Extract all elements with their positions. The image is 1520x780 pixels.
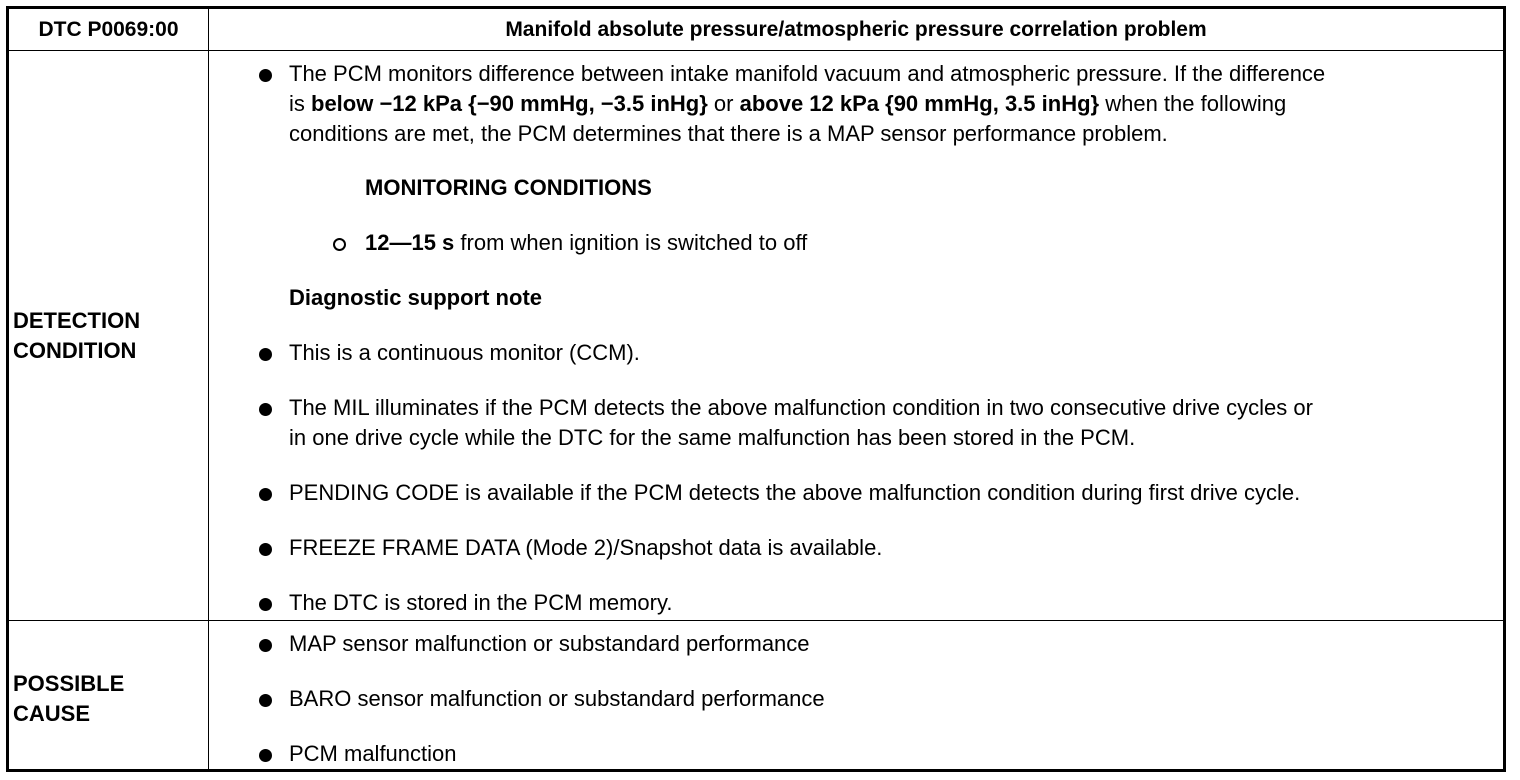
bullet-icon (259, 543, 272, 556)
bullet-icon (259, 488, 272, 501)
dtc-code: DTC P0069:00 (38, 17, 179, 41)
intro-line-3: conditions are met, the PCM determines that there is a MAP sensor performance problem. (289, 121, 1168, 146)
bullet-icon (259, 403, 272, 416)
cause-item: MAP sensor malfunction or substandard performance (289, 631, 810, 656)
header-divider (9, 50, 1503, 51)
bullet-icon (259, 598, 272, 611)
note-item: The DTC is stored in the PCM memory. (289, 590, 673, 615)
hollow-bullet-icon (333, 238, 346, 251)
note-item-continued: in one drive cycle while the DTC for the same malfunction has been stored in the PCM. (289, 425, 1136, 450)
bullet-icon (259, 348, 272, 361)
note-item: This is a continuous monitor (CCM). (289, 340, 640, 365)
bullet-icon (259, 639, 272, 652)
bullet-icon (259, 749, 272, 762)
intro-line-1: The PCM monitors difference between intake manifold vacuum and atmospheric pressure. If the difference (289, 61, 1326, 86)
dtc-title: Manifold absolute pressure/atmospheric pressure correlation problem (505, 17, 1207, 41)
bullet-icon (259, 69, 272, 82)
bullet-icon (259, 694, 272, 707)
note-item: FREEZE FRAME DATA (Mode 2)/Snapshot data is available. (289, 535, 883, 560)
diagnostic-support-heading: Diagnostic support note (289, 285, 542, 310)
monitoring-condition-item: 12—15 s from when ignition is switched to off (365, 230, 808, 255)
cause-item: BARO sensor malfunction or substandard performance (289, 686, 825, 711)
row-divider (9, 620, 1503, 621)
note-item: The MIL illuminates if the PCM detects the above malfunction condition in two consecutive drive cycles or (289, 395, 1313, 420)
column-divider (208, 9, 209, 769)
note-item: PENDING CODE is available if the PCM detects the above malfunction condition during first drive cycle. (289, 480, 1301, 505)
detection-condition-label: DETECTION CONDITION (13, 308, 141, 363)
monitoring-conditions-heading: MONITORING CONDITIONS (365, 175, 652, 200)
cause-item: PCM malfunction (289, 741, 457, 766)
possible-cause-label: POSSIBLE CAUSE (13, 671, 125, 726)
dtc-table (6, 6, 1506, 772)
intro-line-2: is below −12 kPa {−90 mmHg, −3.5 inHg} or above 12 kPa {90 mmHg, 3.5 inHg} when the following (289, 91, 1287, 116)
